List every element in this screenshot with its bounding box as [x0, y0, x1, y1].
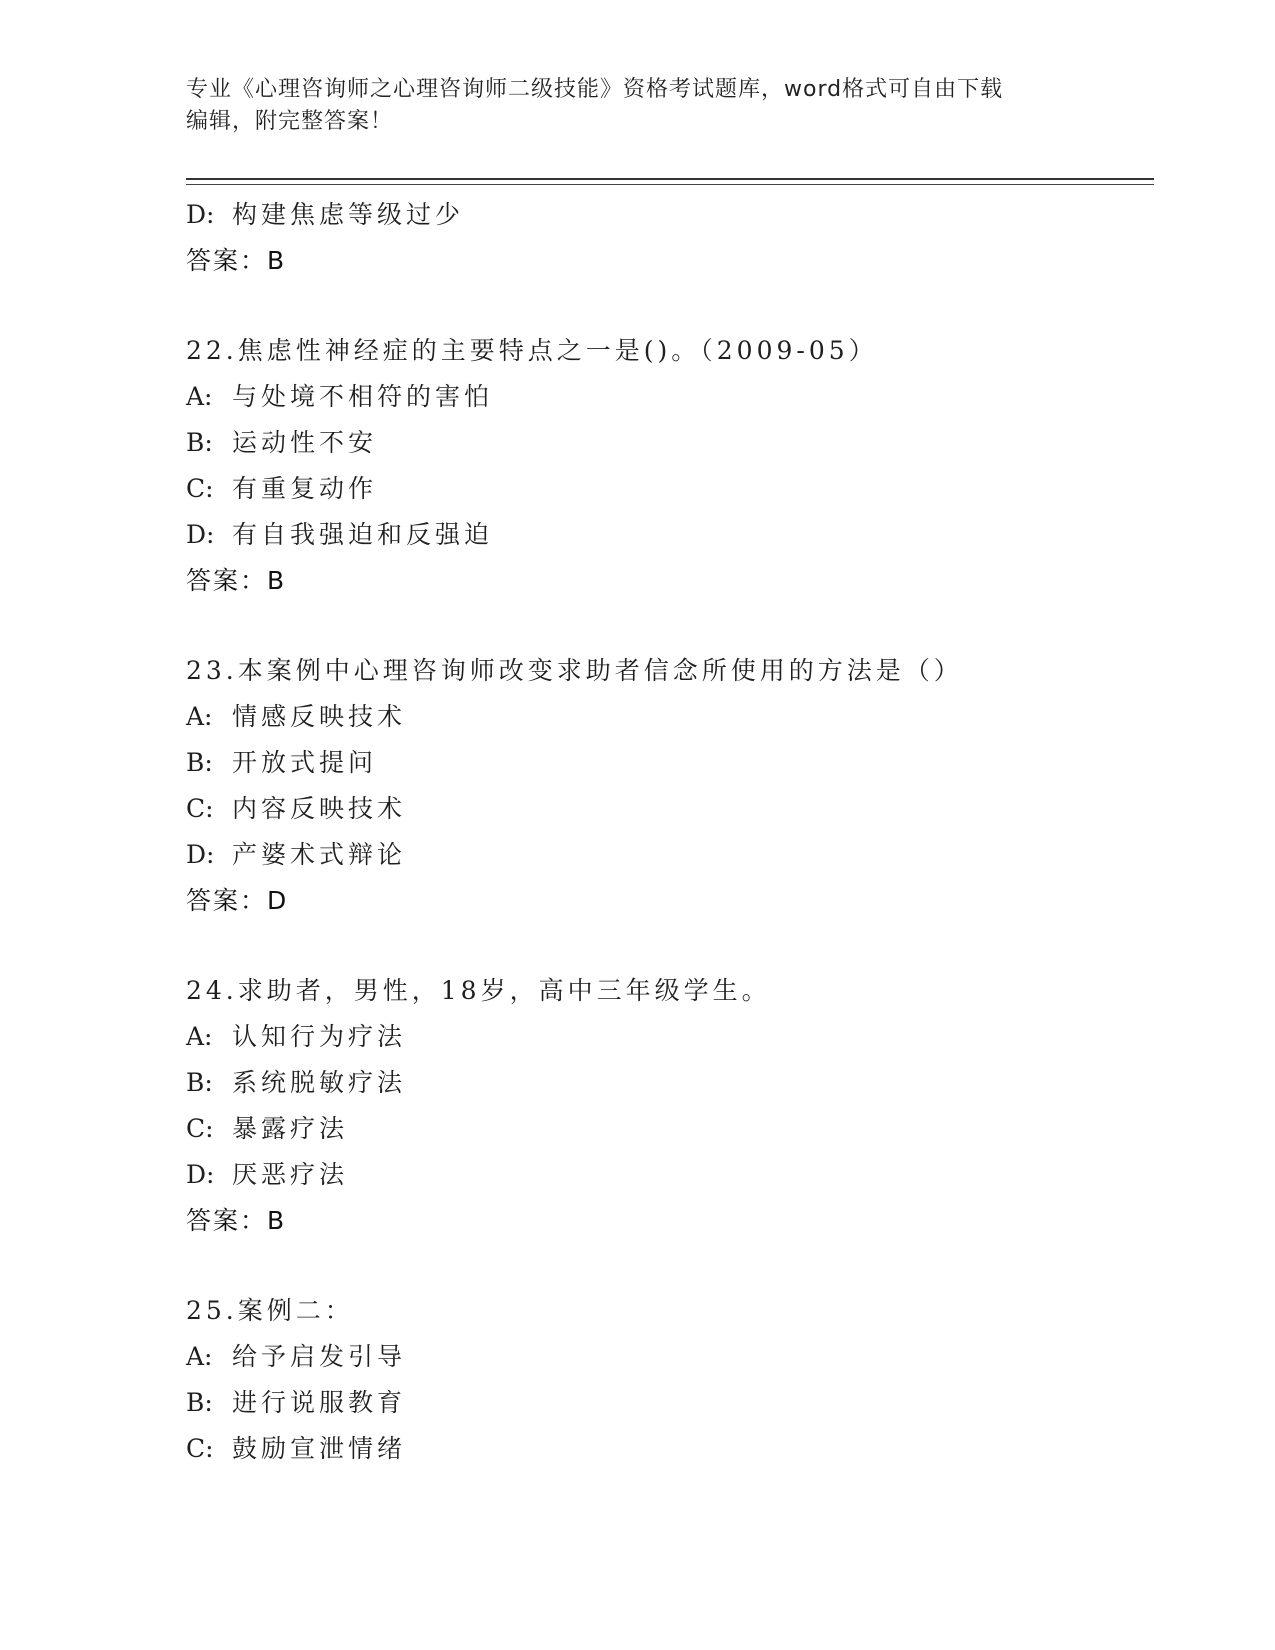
option-key: D: [186, 520, 215, 549]
answer-line: 答案：B [186, 246, 287, 275]
option-key: C: [186, 474, 214, 503]
header-rule-thick [186, 178, 1154, 180]
question-stem: 24.求助者，男性，18岁，高中三年级学生。 [186, 976, 771, 1005]
answer-line: 答案：B [186, 1206, 287, 1235]
option-a [186, 374, 1146, 420]
option-d [186, 192, 1146, 238]
option-a [186, 694, 1146, 740]
option-b [186, 740, 1146, 786]
option-a [186, 1334, 1146, 1380]
option-text: 进行说服教育 [232, 1388, 407, 1417]
option-key: D: [186, 1160, 215, 1189]
option-key: A: [186, 1022, 213, 1051]
option-text: 与处境不相符的害怕 [232, 382, 494, 411]
option-text: 内容反映技术 [232, 794, 407, 823]
option-key: C: [186, 794, 214, 823]
option-b [186, 1380, 1146, 1426]
option-key: C: [186, 1114, 214, 1143]
option-d [186, 832, 1146, 878]
option-c [186, 1426, 1146, 1472]
question-24 [186, 968, 1146, 1244]
option-a [186, 1014, 1146, 1060]
option-text: 厌恶疗法 [232, 1160, 349, 1189]
option-key: D: [186, 200, 215, 229]
option-text: 情感反映技术 [232, 702, 407, 731]
question-stem: 23.本案例中心理咨询师改变求助者信念所使用的方法是（） [186, 656, 963, 685]
option-key: D: [186, 840, 215, 869]
option-key: B: [186, 428, 213, 457]
option-text: 有重复动作 [232, 474, 378, 503]
option-key: B: [186, 1068, 213, 1097]
option-text: 有自我强迫和反强迫 [232, 520, 494, 549]
option-key: B: [186, 748, 213, 777]
header-rule-thin [186, 184, 1154, 185]
question-stem: 22.焦虑性神经症的主要特点之一是()。（2009-05） [186, 336, 878, 365]
question-25 [186, 1288, 1146, 1472]
question-stem: 25.案例二： [186, 1296, 354, 1325]
option-text: 运动性不安 [232, 428, 378, 457]
option-b [186, 420, 1146, 466]
option-text: 鼓励宣泄情绪 [232, 1434, 407, 1463]
header-line-2: 编辑，附完整答案！ [186, 109, 394, 134]
option-text: 认知行为疗法 [232, 1022, 407, 1051]
question-22 [186, 328, 1146, 604]
option-c [186, 466, 1146, 512]
option-text: 产婆术式辩论 [232, 840, 407, 869]
option-text: 开放式提问 [232, 748, 378, 777]
option-text: 构建焦虑等级过少 [232, 200, 465, 229]
answer-line: 答案：D [186, 886, 289, 915]
option-key: B: [186, 1388, 213, 1417]
question-23 [186, 648, 1146, 924]
option-d [186, 512, 1146, 558]
option-b [186, 1060, 1146, 1106]
option-key: A: [186, 702, 213, 731]
header-line-1: 专业《心理咨询师之心理咨询师二级技能》资格考试题库，word格式可自由下载 [186, 77, 1004, 102]
option-text: 暴露疗法 [232, 1114, 349, 1143]
option-text: 系统脱敏疗法 [232, 1068, 407, 1097]
option-c [186, 786, 1146, 832]
option-key: A: [186, 382, 213, 411]
option-key: C: [186, 1434, 214, 1463]
document-header [186, 74, 1086, 138]
option-key: A: [186, 1342, 213, 1371]
option-c [186, 1106, 1146, 1152]
option-d [186, 1152, 1146, 1198]
question-list [186, 192, 1146, 1472]
answer-line: 答案：B [186, 566, 287, 595]
option-text: 给予启发引导 [232, 1342, 407, 1371]
